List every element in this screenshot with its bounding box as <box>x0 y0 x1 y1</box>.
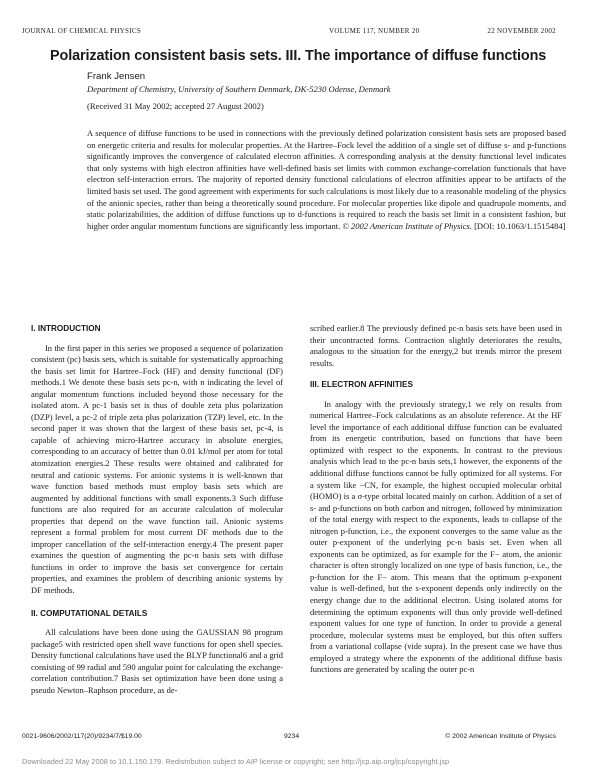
article-code: 0021-9606/2002/117(20)/9234/7/$19.00 <box>22 733 142 740</box>
left-column <box>31 323 283 696</box>
electron-affinities-paragraph: In analogy with the previously strategy,1 we rely on results from numerical Hartree–Fock calculations as an absolute reference. At the HF level the importance of each additional diffuse function can be evaluated from its energetic contribution, based on functions that have been optimized with respect to the exponents. In contrast to the previous analysis which lead to the pc-n basis sets,1 however, the exponents of the additional diffuse functions cannot be fully optimized for all systems. For a system like −CN, for example, the highest occupied molecular orbital (HOMO) is a σ-type orbital located mainly on carbon. Addition of a set of s- and p-functions on both carbon and nitrogen, followed by minimization of the total energy with respect to the exponents, leads to collapse of the nitrogen p-function, i.e., the exponent converges to the same value as the outer p-exponent of the underlying pc-n basis set. Even when all exponents can be optimized, as for example for the F− atom, the anionic character is often strongly localized on one type of basis function, i.e., the p-function for the F− atom. This means that the optimum p-exponent value is well-defined, but the s-exponent depends only indirectly on the energy change due to the additional electron. Using isolated atoms for determining the optimum exponents will thus only provide well-defined exponent values for one type of function. In order to provide a general procedure, molecular systems must be employed, but this often suffers from a variational collapse (vide supra). In the present case we have thus employed a strategy where the exponents of the additional diffuse basis functions are generated by scaling the outer pc-n <box>310 398 562 675</box>
received-dates: (Received 31 May 2002; accepted 27 August 2002) <box>87 101 264 111</box>
introduction-paragraph: In the first paper in this series we proposed a sequence of polarization consistent (pc) basis sets, which is suitable for systematically approaching the basis set limit for Hartree–Fock (HF) and density functional (DF) methods.1 We denote these basis sets pc-n, with n indicating the level of angular momentum functions included beyond those necessary for the isolated atom. A pc-1 basis set is thus of double zeta plus polarization (DZP) level, a pc-2 of triple zeta plus polarization (TZP) level, etc. In the second paper it was shown that the largest of these basis set, pc-4, is capable of achieving micro-Hartree accuracy in absolute energies, corresponding to an accuracy of better than 0.01 kJ/mol per atom for total atomization energies.2 These results were obtained and calibrated for neutral and cationic systems. For anionic systems it is well-known that wave function based methods must employ basis sets which are augmented by additional functions with small exponents.3 Such diffuse functions are also required for an accurate calculation of molecular properties that depend on the wave function tail. Anionic systems represent a formal problem for most current DF methods due to the improper cancellation of the self-interaction energy.4 The present paper examines the question of augmenting the pc-n basis sets with diffuse functions in order to improve the basis set convergence for certain properties, and examines the problem of describing anionic systems by DF methods. <box>31 342 283 596</box>
journal-name: JOURNAL OF CHEMICAL PHYSICS <box>22 27 142 35</box>
computational-details-paragraph: All calculations have been done using the GAUSSIAN 98 program package5 with restricted open shell wave functions for open shell species. Density functional calculations have used the BLYP functional6 and a grid consisting of 99 radial and 590 angular point for calculating the exchange-correlation contribution.7 Basis set optimization have been done using a pseudo Newton–Raphson procedure, as de- <box>31 627 283 695</box>
issue-date: 22 NOVEMBER 2002 <box>487 27 556 35</box>
doi-link[interactable]: [DOI: 10.1063/1.1515484] <box>474 220 566 231</box>
computational-details-heading: II. COMPUTATIONAL DETAILS <box>31 608 148 618</box>
abstract <box>87 128 566 232</box>
article-title: Polarization consistent basis sets. III. The importance of diffuse functions <box>50 48 547 64</box>
footer-copyright: © 2002 American Institute of Physics <box>445 733 556 740</box>
author-affiliation: Department of Chemistry, University of Southern Denmark, DK-5230 Odense, Denmark <box>87 84 391 94</box>
right-column <box>310 323 562 676</box>
electron-affinities-heading: III. ELECTRON AFFINITIES <box>310 380 413 390</box>
abstract-text: A sequence of diffuse functions to be used in connections with the previously defined polarization consistent basis sets are proposed based on energetic criteria and results for molecular properties. At the Hartree–Fock level the addition of a single set of diffuse s- and p-functions significantly improves the convergence of calculated electron affinities. A corresponding analysis at the density functional level indicates that only systems with high electron affinities have well-defined basis set limits with common exchange-correlation functionals that have electron self-interaction errors. The majority of reported density functional calculations of electron affinities appear to be artifacts of the limited basis set used. The good agreement with experiments for such calculations is most likely due to a reasonable modeling of the physics of the anionic species, rather than being a theoretically sound procedure. For molecular properties like dipole and quadrupole moments, and static polarizabilities, the addition of diffuse functions up to d-functions is required to reach the basis set limit in a consistent fashion, but higher order angular momentum functions are significantly less important. <box>87 128 566 231</box>
introduction-heading: I. INTRODUCTION <box>31 324 101 333</box>
download-notice[interactable]: Downloaded 22 May 2008 to 10.1.150.179. Redistribution subject to AIP license or copyright; see http://jcp.aip.org/jcp/copyright.jsp <box>22 757 450 766</box>
abstract-copyright: © 2002 American Institute of Physics. <box>342 220 472 231</box>
volume-number: VOLUME 117, NUMBER 20 <box>329 27 420 35</box>
author-name: Frank Jensen <box>87 71 146 82</box>
page-number: 9234 <box>284 733 300 740</box>
computational-details-continued: scribed earlier.8 The previously defined pc-n basis sets have been used in their uncontracted forms. Contraction slightly deteriorates the results, analogous to the situation for the energy,2 but trends mirror the present results. <box>310 323 562 368</box>
